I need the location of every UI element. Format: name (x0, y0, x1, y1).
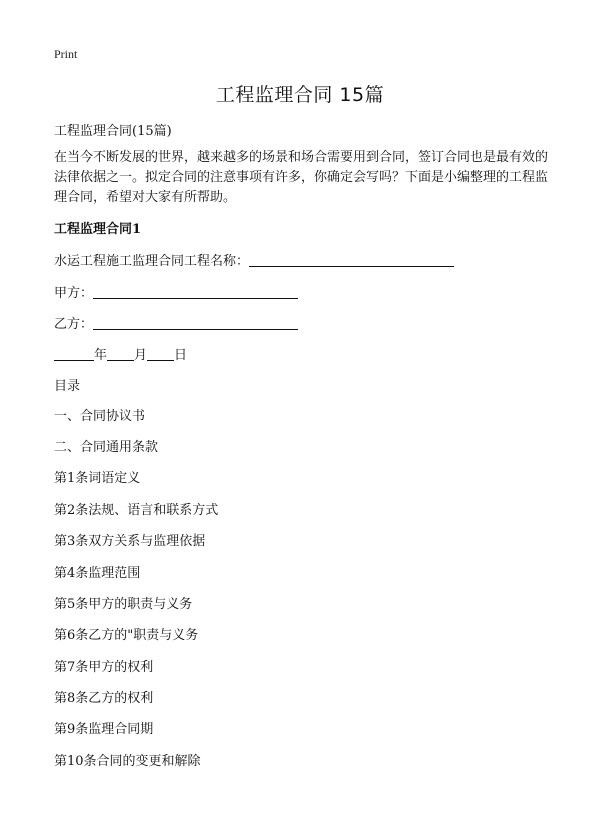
year-blank (54, 346, 94, 361)
toc-item: 一、合同协议书 (54, 409, 146, 424)
toc-item: 第8条乙方的权利 (54, 691, 154, 706)
toc-item: 第1条词语定义 (54, 471, 141, 486)
toc-item: 第6条乙方的"职责与义务 (54, 628, 199, 643)
party-a-blank (93, 284, 298, 299)
month-blank (107, 346, 134, 361)
toc-item: 第4条监理范围 (54, 566, 141, 581)
document-subtitle: 工程监理合同(15篇) (54, 124, 172, 139)
party-a-label: 甲方： (54, 286, 94, 301)
month-label: 月 (134, 348, 148, 363)
toc-item: 第2条法规、语言和联系方式 (54, 503, 219, 518)
intro-paragraph: 在当今不断发展的世界，越来越多的场景和场合需要用到合同，签订合同也是最有效的法律依据之一。拟定合同的注意事项有许多，你确定会写吗？下面是小编整理的工程监理合同，希望对大家有所帮助。 (54, 150, 549, 205)
print-link[interactable]: Print (54, 47, 78, 61)
project-name-label: 水运工程施工监理合同工程名称： (54, 254, 250, 269)
project-name-line (54, 250, 454, 269)
toc-label: 目录 (54, 379, 81, 394)
toc-item: 第10条合同的变更和解除 (54, 754, 201, 769)
toc-item: 第5条甲方的职责与义务 (54, 597, 193, 612)
party-a-line (54, 282, 298, 301)
section-title: 工程监理合同1 (54, 222, 142, 237)
toc-item: 第9条监理合同期 (54, 722, 154, 737)
party-b-label: 乙方： (54, 317, 94, 332)
document-title: 工程监理合同 15篇 (215, 84, 385, 106)
day-label: 日 (174, 348, 188, 363)
toc-item: 第3条双方关系与监理依据 (54, 534, 206, 549)
toc-item: 第7条甲方的权利 (54, 660, 154, 675)
party-b-blank (93, 315, 298, 330)
toc-item: 二、合同通用条款 (54, 440, 159, 455)
day-blank (147, 346, 174, 361)
party-b-line (54, 313, 298, 332)
project-name-blank (249, 252, 454, 267)
year-label: 年 (94, 348, 108, 363)
date-line (54, 344, 187, 363)
